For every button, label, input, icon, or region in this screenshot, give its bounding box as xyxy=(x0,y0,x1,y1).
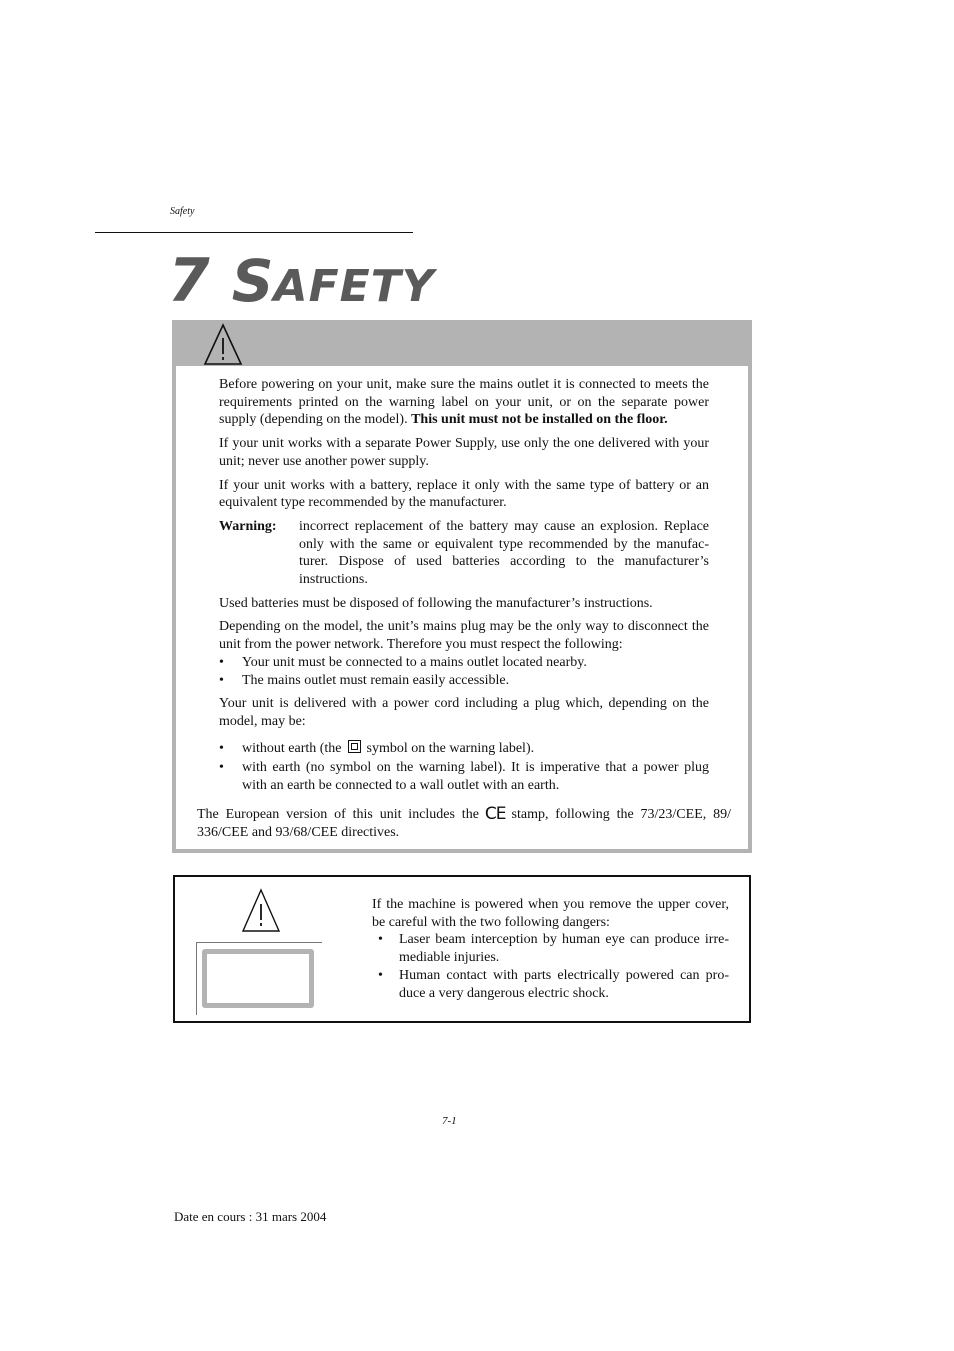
floor-warning: This unit must not be installed on the floor. xyxy=(411,412,668,428)
battery-disposal-paragraph: Used batteries must be disposed of following the manufacturer’s instructions. xyxy=(219,595,653,611)
power-cord-paragraph: Your unit is delivered with a power cord including a plug which, depending on the model, may be: xyxy=(219,696,709,729)
safety-instructions xyxy=(219,376,709,795)
chapter-title-initial: S xyxy=(231,247,274,315)
header-rule xyxy=(95,232,413,233)
list-item: • Human contact with parts electrically powered can pro-duce a very dangerous electric shock. xyxy=(378,967,729,1001)
battery-warning xyxy=(219,518,709,589)
laser-warning-text xyxy=(372,896,729,1002)
ce-mark-icon: CE xyxy=(484,804,506,824)
footer-date: Date en cours : 31 mars 2004 xyxy=(174,1209,327,1224)
safety-warning-box xyxy=(172,320,752,853)
chapter-number: 7 xyxy=(168,246,210,316)
list-item: • without earth (the symbol on the warning label). xyxy=(219,740,535,756)
power-supply-paragraph: If your unit works with a separate Power Supply, use only the one delivered with your unit; never use another power supply. xyxy=(219,436,709,469)
class-ii-double-insulation-icon xyxy=(348,740,361,753)
battery-paragraph: If your unit works with a battery, replace it only with the same type of battery or an equivalent type recommended by the manufacturer. xyxy=(219,477,709,511)
european-compliance-paragraph: The European version of this unit includes the CE stamp, following the 73/23/CEE, 89/ 336/CEE and 93/68/CEE directives. xyxy=(197,804,731,840)
warning-header-band xyxy=(176,320,748,366)
running-head: Safety xyxy=(170,206,195,217)
page-number: 7-1 xyxy=(442,1115,457,1127)
laser-warning-box xyxy=(173,875,751,1023)
warning-triangle-icon xyxy=(241,887,281,933)
list-item: • Your unit must be connected to a mains outlet located nearby. xyxy=(219,654,587,670)
warning-text: incorrect replacement of the battery may cause an explosion. Replace only with the same or equivalent type recommended by the manufac-turer. Dispose of used batteries according to the manufacturer’s instructions. xyxy=(299,518,709,588)
laser-intro: If the machine is powered when you remove the upper cover, be careful with the two following dangers: xyxy=(372,897,729,930)
list-item: • The mains outlet must remain easily accessible. xyxy=(219,672,510,688)
warning-triangle-icon xyxy=(203,322,243,366)
mains-plug-paragraph: Depending on the model, the unit’s mains plug may be the only way to disconnect the unit from the power network. Therefore you must respect the following: xyxy=(219,619,709,653)
list-item: • with earth (no symbol on the warning label). It is imperative that a power plug with an earth be connected to a wall outlet with an earth. xyxy=(219,760,709,794)
warning-label: Warning: xyxy=(219,518,277,534)
power-requirements-paragraph: Before powering on your unit, make sure the mains outlet it is connected to meets the requirements printed on the warning label on your unit, or on the separate power supply (depending on the model). This unit must not be installed on the floor. xyxy=(219,377,709,428)
laser-label xyxy=(202,949,314,1008)
chapter-title xyxy=(168,246,435,316)
chapter-title-rest: AFETY xyxy=(273,261,435,312)
list-item: • Laser beam interception by human eye can produce irre-mediable injuries. xyxy=(378,932,729,966)
laser-label-frame xyxy=(196,942,322,1015)
